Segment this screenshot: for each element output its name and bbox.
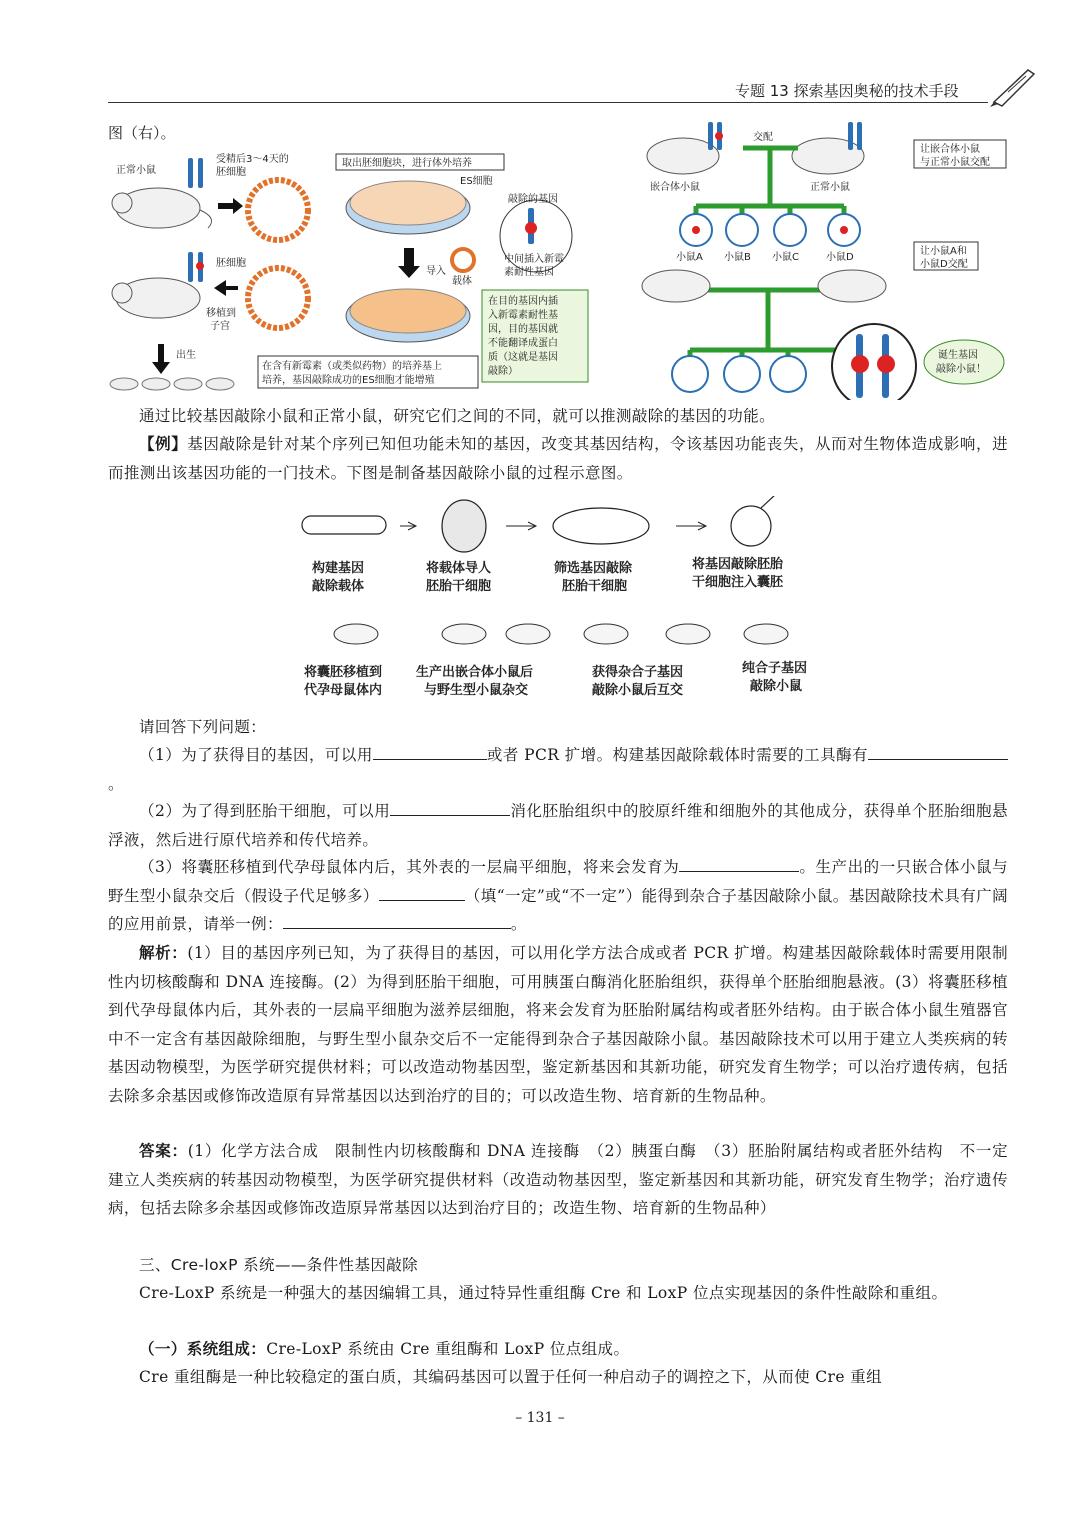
knockout-zoom-circle bbox=[832, 324, 916, 400]
label-vector: 载体 bbox=[452, 276, 472, 287]
label-born: 出生 bbox=[176, 350, 196, 361]
step-label: 干细胞注入囊胚 bbox=[692, 575, 784, 590]
pen-icon bbox=[988, 62, 1038, 108]
green-note-line: 不能翻译成蛋白 bbox=[488, 338, 558, 349]
step-label: 纯合子基因 bbox=[742, 661, 808, 676]
step-label: 将囊胚移植到 bbox=[304, 665, 383, 680]
subsection-composition bbox=[108, 1335, 1008, 1364]
step-label: 生产出嵌合体小鼠后 bbox=[416, 665, 534, 680]
label-note-mid-2: 小鼠D交配 bbox=[920, 259, 968, 270]
step-label: 敲除小鼠 bbox=[750, 679, 803, 694]
example-paragraph bbox=[108, 430, 1008, 487]
q1-part-b: 或者 PCR 扩增。构建基因敲除载体时需要的工具酶有 bbox=[486, 746, 868, 764]
step-label: 与野生型小鼠杂交 bbox=[424, 683, 529, 698]
label-mate: 交配 bbox=[753, 132, 773, 143]
step-label: 敲除小鼠后互交 bbox=[592, 683, 684, 698]
step-label: 胚胎干细胞 bbox=[426, 579, 492, 594]
process-flow-figure bbox=[296, 496, 836, 704]
green-note-line: 敲除） bbox=[488, 366, 518, 377]
label-knocked-gene: 敲除的基因 bbox=[508, 194, 558, 205]
example-text: 基因敲除是针对某个序列已知但功能未知的基因，改变其基因结构，令该基因功能丧失，从而对生物体造成影响，进而推测出该基因功能的一门技术。下图是制备基因敲除小鼠的过程示意图。 bbox=[108, 435, 1009, 482]
label-normal-mouse: 正常小鼠 bbox=[116, 165, 156, 176]
paragraph-cre-intro: Cre-LoxP 系统是一种强大的基因编辑工具，通过特异性重组酶 Cre 和 LoxP 位点实现基因的条件性敲除和重组。 bbox=[139, 1284, 948, 1302]
green-note-line: 在目的基因内插 bbox=[488, 296, 558, 307]
mouse-label: 小鼠C bbox=[772, 252, 799, 263]
q3-part-a: （3）将囊胚移植到代孕母鼠体内后，其外表的一层扁平细胞，将来会发育为 bbox=[139, 858, 680, 876]
analysis-paragraph bbox=[108, 939, 1008, 1110]
step-label: 构建基因 bbox=[312, 561, 365, 576]
q1-part-a: （1）为了获得目的基因，可以用 bbox=[139, 746, 373, 764]
label-note-top-1: 让嵌合体小鼠 bbox=[920, 144, 980, 155]
q2-part-b: 消化胚胎组织中的胶原纤维和细胞外的其他成分，获得单个胚胎细胞悬浮液，然后进行原代培养和传代培养。 bbox=[108, 802, 1009, 849]
analysis-tag: 解析： bbox=[139, 943, 188, 962]
label-insert-resist-b: 素耐性基因 bbox=[504, 267, 554, 278]
label-chimera: 嵌合体小鼠 bbox=[650, 182, 700, 193]
answer-blank-5[interactable] bbox=[379, 882, 465, 901]
question-3 bbox=[108, 853, 1008, 939]
label-take-cells: 取出胚细胞块，进行体外培养 bbox=[342, 158, 472, 169]
step-label: 将载体导人 bbox=[426, 561, 492, 576]
label-insert-resist: 中间插入新霉 bbox=[504, 254, 564, 265]
step-label: 将基因敲除胚胎 bbox=[692, 557, 784, 572]
blastocyst-icon bbox=[248, 180, 308, 240]
answer-blank-1[interactable] bbox=[373, 741, 487, 760]
label-note-mid-1: 让小鼠A和 bbox=[920, 246, 967, 257]
q2-part-a: （2）为了得到胚胎干细胞，可以用 bbox=[139, 802, 391, 820]
answer-paragraph bbox=[108, 1137, 1024, 1223]
step-label: 筛选基因敲除 bbox=[554, 561, 633, 576]
answer-blank-4[interactable] bbox=[679, 853, 799, 872]
header-title: 专题 13 探索基因奥秘的技术手段 bbox=[735, 82, 959, 100]
step-label: 代孕母鼠体内 bbox=[304, 683, 383, 698]
mouse-label: 小鼠B bbox=[724, 252, 751, 263]
step-label: 获得杂合子基因 bbox=[592, 665, 684, 680]
arrow-down-icon bbox=[398, 248, 420, 278]
answer-tag: 答案： bbox=[139, 1141, 188, 1160]
question-2 bbox=[108, 797, 1008, 854]
answer-blank-6[interactable] bbox=[283, 910, 511, 929]
answer-blank-3[interactable] bbox=[390, 797, 510, 816]
label-transplant: 移植到 bbox=[206, 308, 236, 319]
label-embryo-cell: 胚细胞 bbox=[216, 258, 246, 269]
paragraph-cre-enzyme: Cre 重组酶是一种比较稳定的蛋白质，其编码基因可以置于任何一种启动子的调控之下，从而使 Cre 重组 bbox=[139, 1368, 883, 1386]
vector-plasmid-icon bbox=[452, 249, 474, 271]
subsection-tag: （一）系统组成： bbox=[139, 1339, 267, 1358]
label-born-2: 敲除小鼠！ bbox=[936, 364, 986, 375]
label-embryo-days: 受精后3～4天的 bbox=[216, 154, 289, 165]
label-medium-note-2: 培养，基因敲除成功的ES细胞才能增殖 bbox=[262, 375, 435, 386]
step-label: 胚胎干细胞 bbox=[562, 579, 628, 594]
mouse-label: 小鼠A bbox=[676, 252, 703, 263]
green-note-line: 因，目的基因就 bbox=[488, 324, 558, 335]
subsection-text: Cre-LoxP 系统由 Cre 重组酶和 LoxP 位点组成。 bbox=[266, 1340, 630, 1358]
green-note-line: 质（这就是基因 bbox=[488, 352, 558, 363]
q3-part-c: （填“一定”或“不一定”）能得到杂合子基因敲除小鼠。基因敲除技术具有广阔的应用前景，请举一例： bbox=[108, 886, 1008, 933]
arrow-right-icon bbox=[218, 198, 243, 214]
header-rule bbox=[108, 102, 988, 103]
mouse-icon bbox=[112, 188, 212, 228]
analysis-text: (1）目的基因序列已知，为了获得目的基因，可以用化学方法合成或者 PCR 扩增。构建基因敲除载体时需要用限制性内切核酸酶和 DNA 连接酶。(2）为得到胚胎干细胞，可用胰蛋白酶消化胚胎组织，获得单个胚胎细胞悬液。(3）将囊胚移植到代孕母鼠体内后，其外表的一层扁平细胞为滋养层细胞，将来会发育为胚胎附属结构或者胚外结构。由于嵌合体小鼠生殖器官中不一定含有基因敲除细胞，与野生型小鼠杂交后不一定能得到杂合子基因敲除小鼠。基因敲除技术可以用于建立人类疾病的转基因动物模型，为医学研究提供材料；可以改造动物基因型，鉴定新基因和其新功能，研究发育生物学；可以治疗遗传病，包括去除多余基因或修饰改造原有异常基因以达到治疗的目的；可以改造生物、培育新的生物品种。 bbox=[108, 944, 1009, 1105]
section-title: 三、Cre-loxP 系统——条件性基因敲除 bbox=[139, 1256, 419, 1274]
label-note-top-2: 与正常小鼠交配 bbox=[920, 157, 990, 168]
q3-part-b: 。生产出的一只嵌合体小鼠与野生型小鼠杂交后（假设子代足够多） bbox=[108, 858, 1008, 905]
label-medium-note-1: 在含有新霉素（或类似药物）的培养基上 bbox=[262, 361, 442, 372]
example-tag: 【例】 bbox=[139, 434, 188, 453]
answer-blank-2[interactable] bbox=[868, 741, 1008, 760]
label-import: 导入 bbox=[426, 266, 446, 277]
intro-caption: 图（右）。 bbox=[108, 124, 176, 142]
label-normal: 正常小鼠 bbox=[810, 182, 850, 193]
page-number: – 131 – bbox=[515, 1410, 565, 1426]
q1-part-c: 。 bbox=[108, 774, 124, 793]
label-born-1: 诞生基因 bbox=[938, 350, 978, 361]
breeding-figure bbox=[638, 118, 1018, 400]
label-embryo-cells: 胚细胞 bbox=[216, 167, 246, 178]
step-label: 敲除载体 bbox=[312, 579, 365, 594]
paragraph-compare: 通过比较基因敲除小鼠和正常小鼠，研究它们之间的不同，就可以推测敲除的基因的功能。 bbox=[139, 407, 776, 425]
question-1 bbox=[108, 741, 1008, 798]
knockout-process-figure bbox=[108, 148, 590, 398]
chromosome-icon bbox=[188, 158, 203, 188]
q3-part-d: 。 bbox=[510, 915, 527, 933]
answer-text: (1）化学方法合成 限制性内切核酸酶和 DNA 连接酶 （2）胰蛋白酶 （3）胚胎附属结构或者胚外结构 不一定 建立人类疾病的转基因动物模型，为医学研究提供材料（改造动物基因型，鉴定新基因和其新功能，研究发育生物学；治疗遗传病，包括去除多余基因或修饰改造原异常基因以达到治疗目的；改造生物、培育新的生物品种） bbox=[108, 1142, 1024, 1217]
label-es-cells: ES细胞 bbox=[460, 176, 493, 187]
mouse-label: 小鼠D bbox=[826, 252, 854, 263]
label-transplant-b: 子宫 bbox=[210, 321, 230, 332]
questions-intro: 请回答下列问题： bbox=[139, 718, 267, 736]
arrow-left-icon bbox=[214, 280, 238, 296]
green-note-line: 入新霉素耐性基 bbox=[488, 310, 558, 321]
arrow-down-born-icon bbox=[152, 344, 170, 374]
